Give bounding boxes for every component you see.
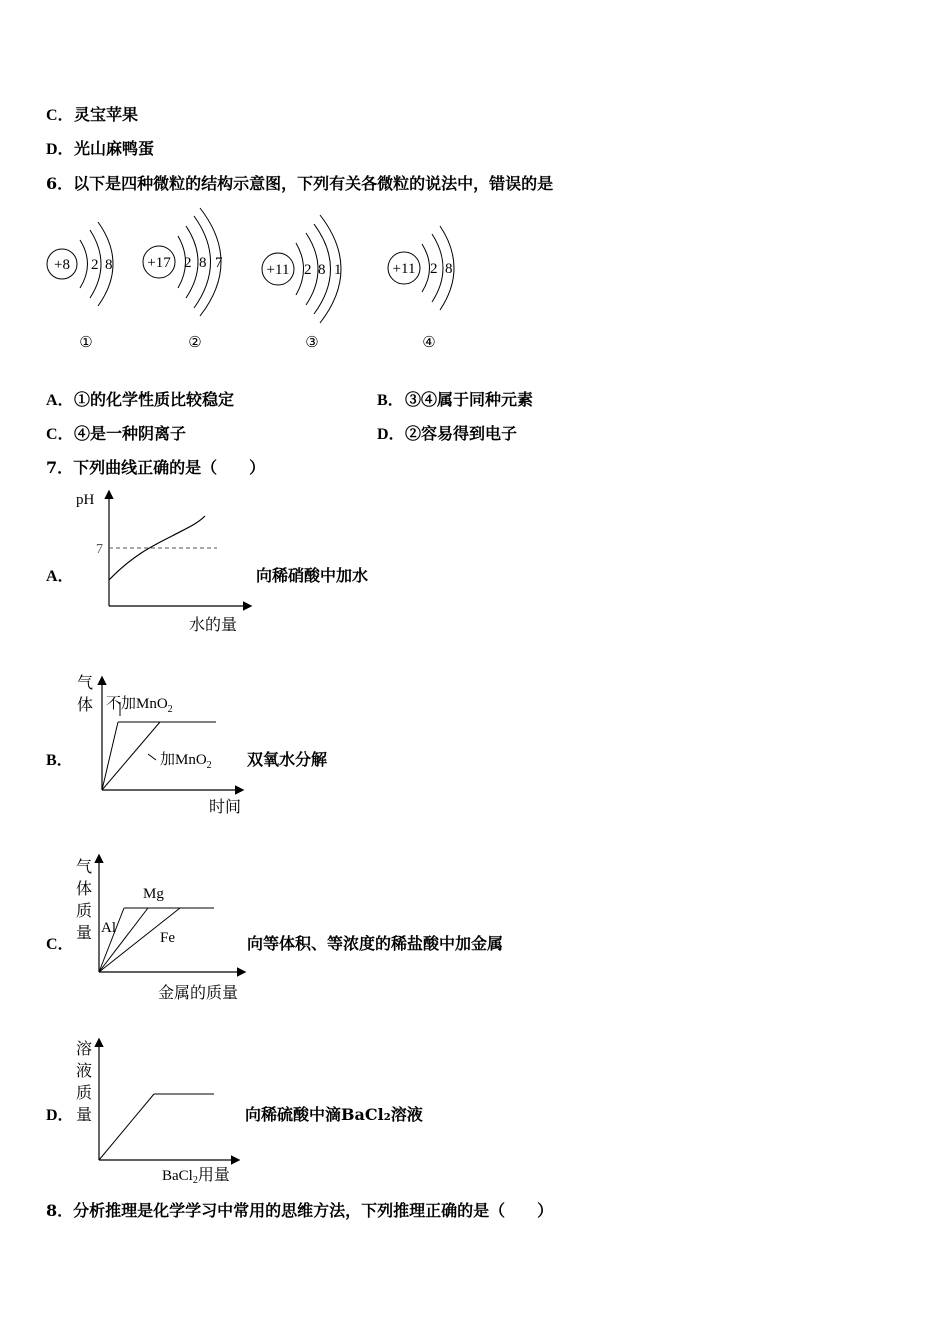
q7-d-ylabel-3: 质: [76, 1085, 93, 1102]
q5-option-d: D．光山麻鸭蛋: [46, 139, 155, 158]
q6-stem: 6．以下是四种微粒的结构示意图，下列有关各微粒的说法中，错误的是: [46, 174, 554, 193]
q7-option-d-caption: 向稀硫酸中滴BaCl₂溶液: [245, 1105, 423, 1124]
particle-1-index: ①: [79, 335, 93, 351]
q7-c-label-mg: Mg: [143, 886, 164, 902]
q7-option-a-label: A．: [46, 568, 74, 585]
svg-text:不加MnO2: [106, 695, 173, 715]
particle-2: [143, 208, 223, 351]
q6-option-d: D．②容易得到电子: [377, 424, 518, 443]
q7-c-label-al: Al: [101, 920, 116, 936]
q7-c-ylabel-4: 量: [76, 925, 93, 942]
q7-option-b-caption: 双氧水分解: [247, 750, 328, 769]
particle-3-nucleus: +11: [266, 262, 290, 278]
q7-a-ylabel: pH: [76, 492, 95, 508]
q7-graph-b: [72, 670, 250, 820]
q7-stem: 7．下列曲线正确的是（ ）: [46, 458, 266, 477]
particle-2-index: ②: [188, 335, 202, 351]
q7-option-c-label: C．: [46, 936, 74, 953]
q7-graph-d: [72, 1034, 244, 1186]
particle-2-shell-2: 8: [199, 255, 207, 271]
particle-1-shell-2: 8: [105, 257, 113, 273]
particle-3-shell-1: 2: [304, 262, 312, 278]
q7-c-label-fe: Fe: [160, 930, 175, 946]
q6-option-b: B．③④属于同种元素: [377, 390, 534, 409]
q7-graph-a: [72, 484, 257, 636]
q7-b-ylabel-2: 体: [77, 697, 94, 714]
particle-1-shell-1: 2: [91, 257, 99, 273]
particle-4-shell-1: 2: [430, 261, 438, 277]
q7-b-xlabel: 时间: [209, 799, 242, 816]
particle-4: [388, 226, 454, 351]
q7-graph-c: [72, 852, 250, 1004]
particle-1: [47, 222, 113, 351]
q7-d-ylabel-4: 量: [76, 1107, 93, 1124]
q7-b-curve1-sub: 2: [167, 704, 173, 715]
q8-stem: 8．分析推理是化学学习中常用的思维方法，下列推理正确的是（ ）: [46, 1201, 554, 1220]
q7-a-ref-label: 7: [96, 542, 103, 557]
q5-option-c: C．灵宝苹果: [46, 105, 139, 124]
q7-b-curve2-sub: 2: [206, 760, 212, 771]
q7-c-ylabel-3: 质: [76, 903, 93, 920]
q7-c-line-mg: [99, 908, 148, 972]
particle-3-index: ③: [305, 335, 319, 351]
particle-2-shell-3: 7: [215, 255, 223, 271]
q7-d-ylabel-2: 液: [76, 1063, 93, 1080]
q7-c-ylabel-2: 体: [76, 881, 93, 898]
q7-d-xlabel-sub: 2: [192, 1175, 198, 1186]
particle-4-nucleus: +11: [392, 261, 416, 277]
particle-4-shell-2: 8: [445, 261, 453, 277]
q6-option-a: A．①的化学性质比较稳定: [46, 390, 235, 409]
particle-2-shell-1: 2: [184, 255, 192, 271]
particle-3-shell-3: 1: [334, 262, 342, 278]
q7-c-xlabel: 金属的质量: [158, 985, 239, 1002]
particle-3: [262, 215, 342, 351]
q6-particle-diagrams: [40, 200, 480, 360]
particle-4-index: ④: [422, 335, 436, 351]
particle-2-nucleus: +17: [147, 255, 171, 271]
q7-option-c-caption: 向等体积、等浓度的稀盐酸中加金属: [247, 934, 504, 953]
q7-d-ylabel-1: 溶: [76, 1041, 93, 1058]
q7-option-d-label: D．: [46, 1107, 74, 1124]
q7-b-curve1-label: 不加MnO: [106, 696, 168, 712]
q7-c-ylabel-1: 气: [76, 859, 93, 876]
q7-b-ylabel-1: 气: [77, 675, 94, 692]
q7-b-curve2-label: 加MnO: [160, 752, 207, 768]
svg-text:BaCl2用量: [162, 1166, 230, 1186]
q7-option-b-label: B．: [46, 752, 73, 769]
q7-a-xlabel: 水的量: [189, 617, 238, 634]
particle-1-nucleus: +8: [54, 257, 70, 273]
q7-option-a-caption: 向稀硝酸中加水: [256, 566, 369, 585]
q7-d-xlabel-main: BaCl: [162, 1168, 193, 1184]
q7-d-line-rise: [99, 1094, 154, 1160]
q7-d-xlabel-tail: 用量: [197, 1167, 230, 1184]
q7-b-line-fast: [102, 722, 118, 790]
particle-3-shell-2: 8: [318, 262, 326, 278]
q6-option-c: C．④是一种阴离子: [46, 424, 187, 443]
svg-text:加MnO2: [160, 751, 212, 771]
